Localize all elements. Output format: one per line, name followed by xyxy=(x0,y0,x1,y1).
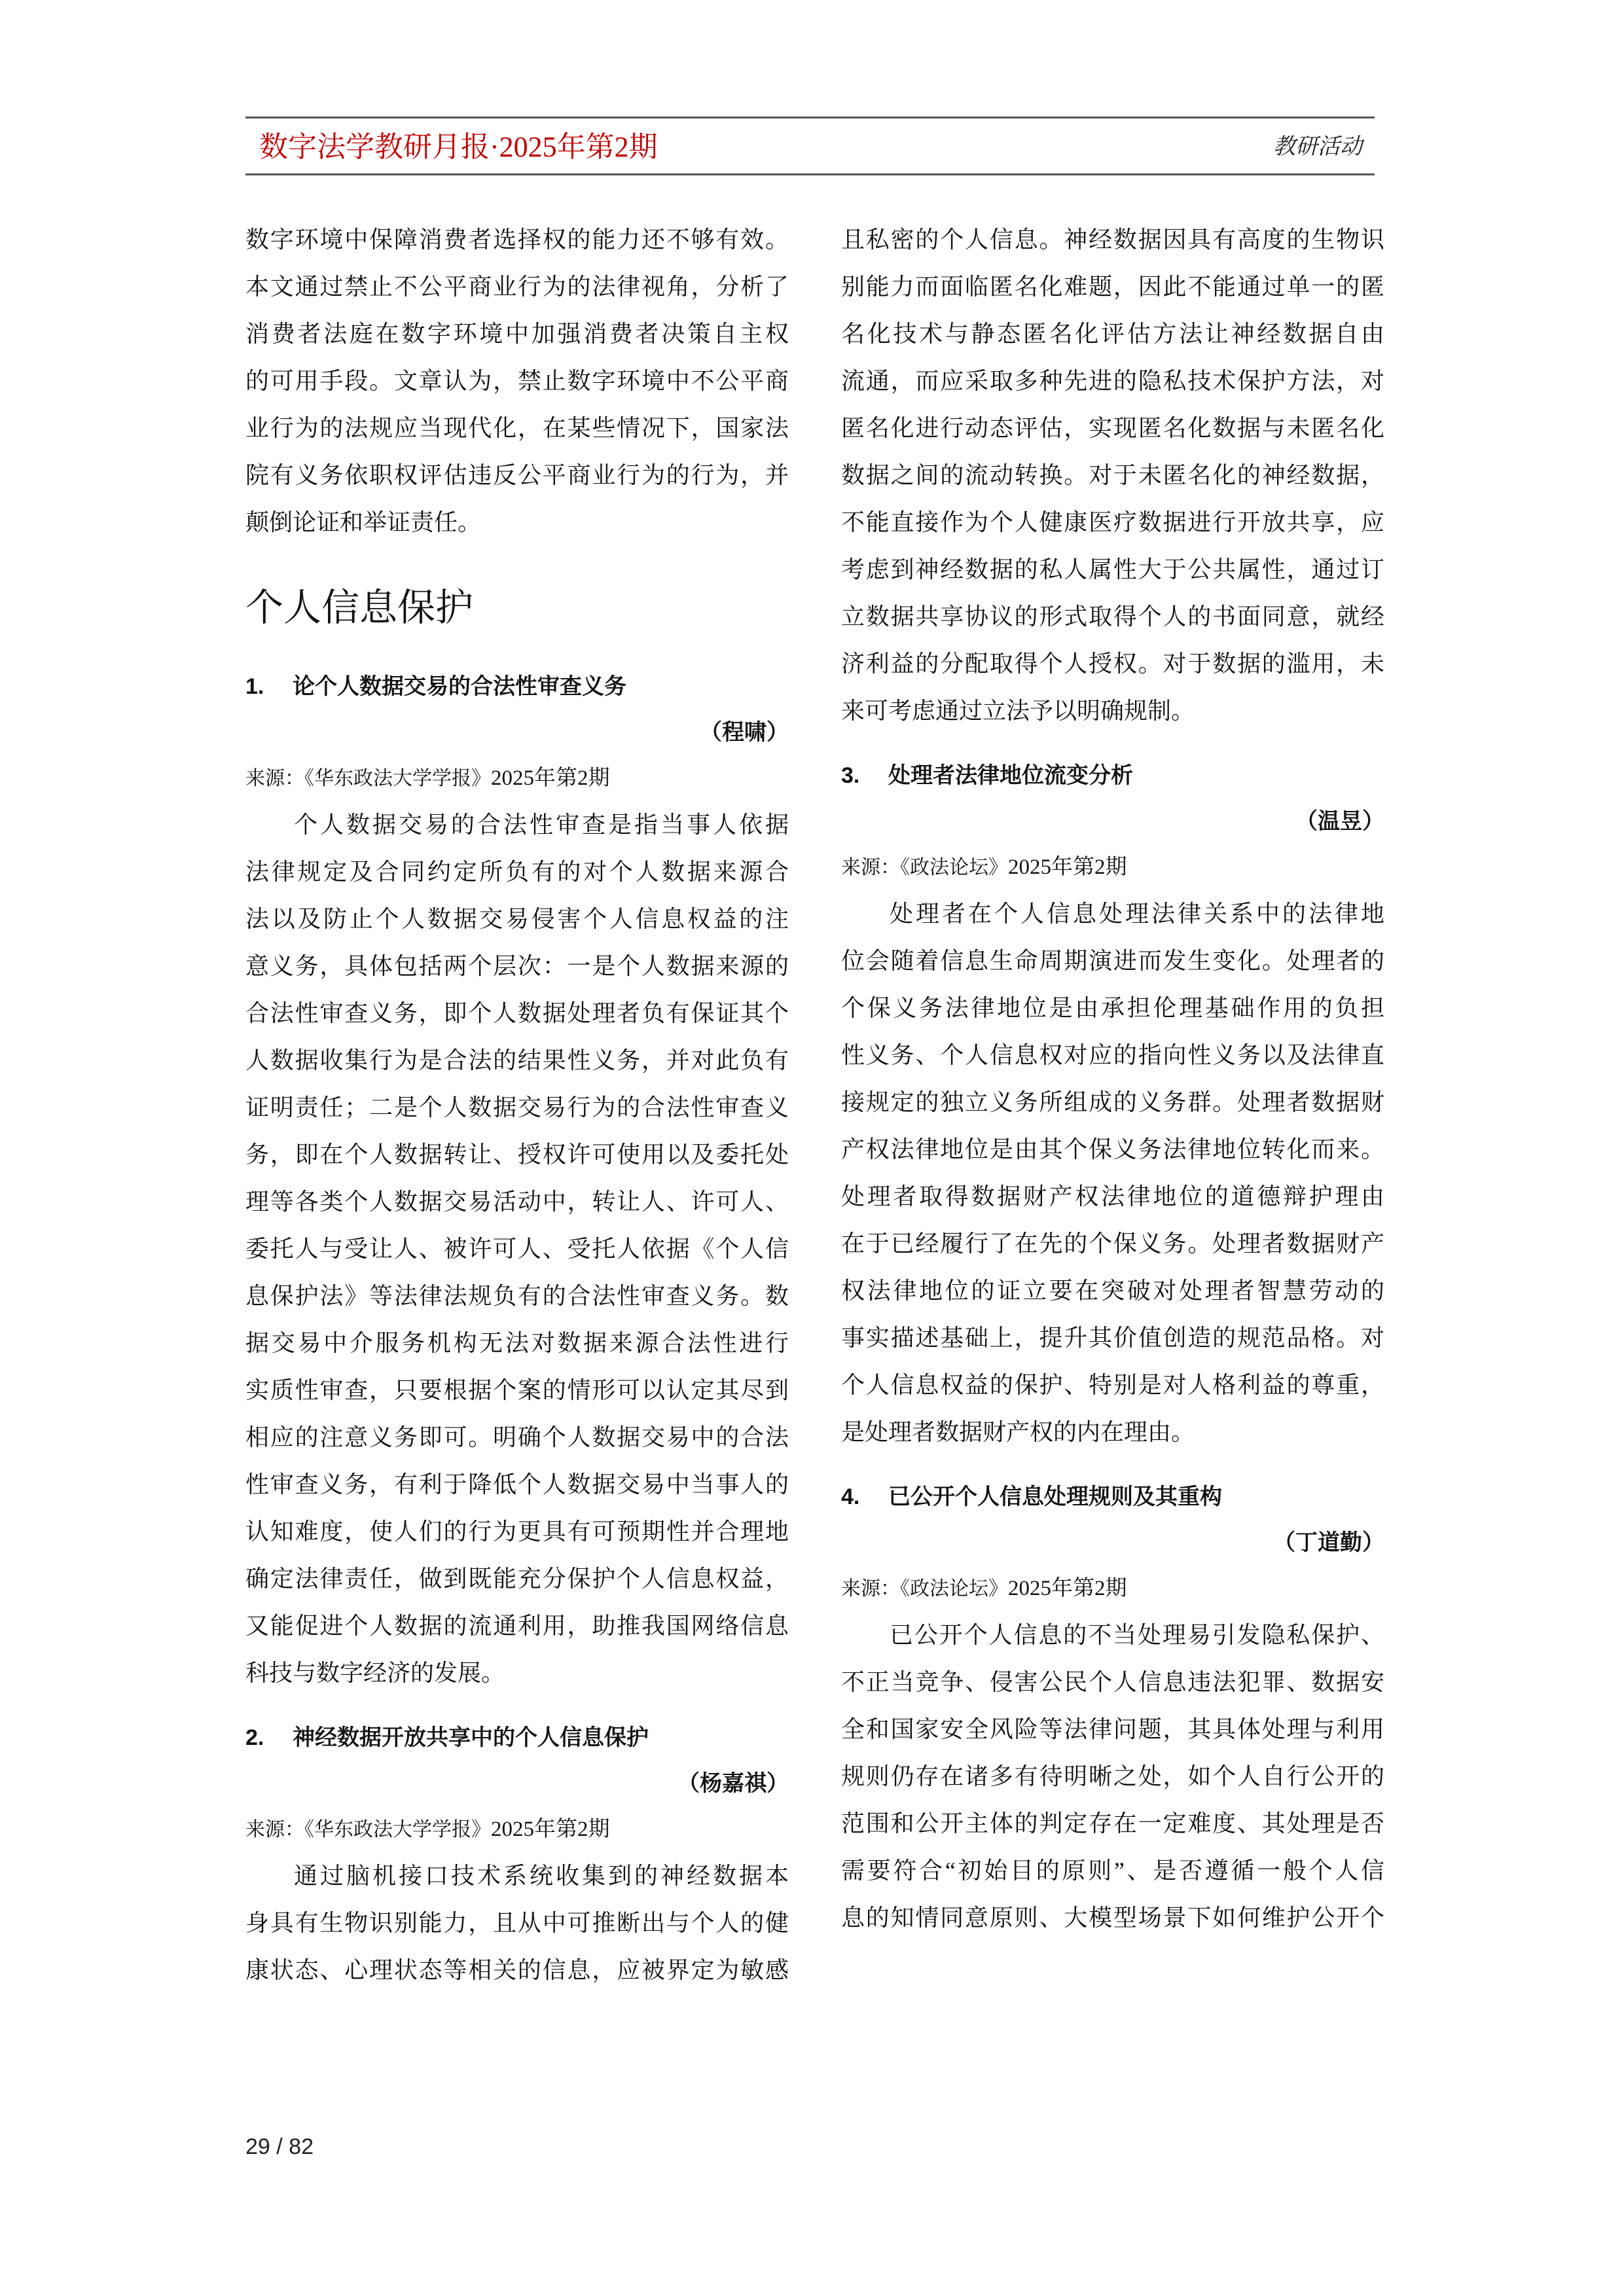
article-abstract xyxy=(841,890,1384,1456)
article-abstract xyxy=(841,1611,1384,1941)
text-line: 认知难度，使人们的行为更具有可预期性并合理地 xyxy=(245,1518,789,1545)
text-line: 意义务，具体包括两个层次：一是个人数据来源的 xyxy=(245,953,789,979)
text-line: 相应的注意义务即可。明确个人数据交易中的合法 xyxy=(245,1424,789,1450)
text-line: 科技与数字经济的发展。 xyxy=(245,1660,505,1686)
source-issue: 2025年第2期 xyxy=(1008,1577,1127,1600)
text-line: 需要符合“初始目的原则”、是否遵循一般个人信 xyxy=(841,1857,1384,1884)
text-line: 处理者取得数据财产权法律地位的道德辩护理由 xyxy=(841,1183,1384,1210)
text-line: 康状态、心理状态等相关的信息，应被界定为敏感 xyxy=(245,1957,789,1983)
text-line: 全和国家安全风险等法律问题，其具体处理与利用 xyxy=(841,1716,1384,1742)
article-abstract xyxy=(245,801,789,1696)
text-line: 个保义务法律地位是由承担伦理基础作用的负担 xyxy=(841,995,1384,1021)
source-label: 来源：《华东政法大学学报》 xyxy=(245,1818,491,1841)
text-line: 个人数据交易的合法性审查是指当事人依据 xyxy=(294,812,789,838)
text-line: 本文通过禁止不公平商业行为的法律视角，分析了 xyxy=(245,274,789,300)
article-title-text: 神经数据开放共享中的个人信息保护 xyxy=(293,1725,649,1750)
text-line: 立数据共享协议的形式取得个人的书面同意，就经 xyxy=(841,603,1384,630)
article-number: 1. xyxy=(245,674,264,699)
article-title xyxy=(841,1474,1384,1520)
text-line: 不正当竞争、侵害公民个人信息违法犯罪、数据安 xyxy=(841,1669,1384,1695)
article-author: （温昱） xyxy=(1295,809,1384,834)
text-line: 颠倒论证和举证责任。 xyxy=(245,509,482,535)
right-column xyxy=(841,216,1384,1941)
text-line: 又能促进个人数据的流通利用，助推我国网络信息 xyxy=(245,1613,789,1639)
article-2 xyxy=(245,1715,789,1994)
text-line: 的可用手段。文章认为，禁止数字环境中不公平商 xyxy=(245,368,789,394)
text-line: 别能力而面临匿名化难题，因此不能通过单一的匿 xyxy=(841,274,1384,300)
article-title xyxy=(245,664,789,709)
text-line: 接规定的独立义务所组成的义务群。处理者数据财 xyxy=(841,1089,1384,1115)
text-line: 息保护法》等法律法规负有的合法性审查义务。数 xyxy=(245,1283,789,1309)
source-label: 来源：《政法论坛》 xyxy=(841,856,1008,879)
text-line: 数字环境中保障消费者选择权的能力还不够有效。 xyxy=(245,226,789,253)
section-tag: 教研活动 xyxy=(1273,135,1362,159)
text-line: 实质性审查，只要根据个案的情形可以认定其尽到 xyxy=(245,1377,789,1403)
article-author: （程啸） xyxy=(700,720,789,745)
text-line: 流通，而应采取多种先进的隐私技术保护方法，对 xyxy=(841,368,1384,394)
article-title-text: 论个人数据交易的合法性审查义务 xyxy=(293,674,626,699)
article-source xyxy=(245,1806,789,1852)
text-line: 法以及防止个人数据交易侵害个人信息权益的注 xyxy=(245,906,789,932)
source-issue: 2025年第2期 xyxy=(491,1818,610,1841)
text-line: 是处理者数据财产权的内在理由。 xyxy=(841,1419,1195,1445)
text-line: 在于已经履行了在先的个保义务。处理者数据财产 xyxy=(841,1230,1384,1257)
article-3 xyxy=(841,753,1384,1456)
text-line: 个人信息权益的保护、特别是对人格利益的尊重， xyxy=(841,1372,1384,1398)
text-line: 法律规定及合同约定所负有的对个人数据来源合 xyxy=(245,859,789,885)
article-title-text: 已公开个人信息处理规则及其重构 xyxy=(888,1484,1222,1509)
article-number: 2. xyxy=(245,1725,264,1750)
text-line: 据交易中介服务机构无法对数据来源合法性进行 xyxy=(245,1330,789,1356)
header-top-rule xyxy=(245,117,1375,118)
intro-paragraph xyxy=(245,216,789,546)
article-2-continued xyxy=(841,216,1384,734)
article-title xyxy=(245,1715,789,1761)
header-bottom-rule xyxy=(245,173,1375,175)
source-label: 来源：《华东政法大学学报》 xyxy=(245,767,491,790)
text-line: 产权法律地位是由其个保义务法律地位转化而来。 xyxy=(841,1136,1384,1162)
article-abstract xyxy=(245,1852,789,1994)
text-line: 来可考虑通过立法予以明确规制。 xyxy=(841,698,1195,724)
article-source xyxy=(841,1566,1384,1611)
text-line: 数据之间的流动转换。对于未匿名化的神经数据， xyxy=(841,462,1384,488)
text-line: 人数据收集行为是合法的结果性义务，并对此负有 xyxy=(245,1047,789,1073)
source-issue: 2025年第2期 xyxy=(491,766,610,790)
text-line: 性审查义务，有利于降低个人数据交易中当事人的 xyxy=(245,1471,789,1498)
text-line: 权法律地位的证立要在突破对处理者智慧劳动的 xyxy=(841,1278,1384,1304)
text-line: 处理者在个人信息处理法律关系中的法律地 xyxy=(890,901,1384,927)
text-line: 事实描述基础上，提升其价值创造的规范品格。对 xyxy=(841,1325,1384,1351)
text-line: 消费者法庭在数字环境中加强消费者决策自主权 xyxy=(245,321,789,347)
text-line: 院有义务依职权评估违反公平商业行为的行为，并 xyxy=(245,462,789,488)
text-line: 位会随着信息生命周期演进而发生变化。处理者的 xyxy=(841,948,1384,974)
text-line: 息的知情同意原则、大模型场景下如何维护公开个 xyxy=(841,1905,1384,1931)
text-line: 名化技术与静态匿名化评估方法让神经数据自由 xyxy=(841,321,1384,347)
article-title xyxy=(841,753,1384,798)
text-line: 委托人与受让人、被许可人、受托人依据《个人信 xyxy=(245,1236,789,1262)
article-1 xyxy=(245,664,789,1696)
text-line: 合法性审查义务，即个人数据处理者负有保证其个 xyxy=(245,1000,789,1026)
text-line: 且私密的个人信息。神经数据因具有高度的生物识 xyxy=(841,226,1384,253)
left-column xyxy=(245,216,789,1994)
article-title-text: 处理者法律地位流变分析 xyxy=(888,763,1133,788)
text-line: 范围和公开主体的判定存在一定难度、其处理是否 xyxy=(841,1810,1384,1837)
source-issue: 2025年第2期 xyxy=(1008,855,1127,879)
text-line: 考虑到神经数据的私人属性大于公共属性，通过订 xyxy=(841,556,1384,583)
article-author: （丁道勤） xyxy=(1273,1530,1384,1555)
text-line: 济利益的分配取得个人授权。对于数据的滥用，未 xyxy=(841,651,1384,677)
article-4 xyxy=(841,1474,1384,1941)
text-line: 已公开个人信息的不当处理易引发隐私保护、 xyxy=(890,1622,1384,1648)
source-label: 来源：《政法论坛》 xyxy=(841,1577,1008,1600)
article-source xyxy=(841,844,1384,890)
article-number: 3. xyxy=(841,763,860,788)
article-source xyxy=(245,755,789,801)
section-heading: 个人信息保护 xyxy=(245,586,474,629)
text-line: 业行为的法规应当现代化，在某些情况下，国家法 xyxy=(245,415,789,441)
text-line: 匿名化进行动态评估，实现匿名化数据与未匿名化 xyxy=(841,415,1384,441)
text-line: 规则仍存在诸多有待明晰之处，如个人自行公开的 xyxy=(841,1763,1384,1789)
article-author: （杨嘉祺） xyxy=(677,1771,789,1796)
text-line: 性义务、个人信息权对应的指向性义务以及法律直 xyxy=(841,1042,1384,1068)
text-line: 确定法律责任，做到既能充分保护个人信息权益， xyxy=(245,1566,789,1592)
text-line: 不能直接作为个人健康医疗数据进行开放共享，应 xyxy=(841,509,1384,535)
text-line: 证明责任；二是个人数据交易行为的合法性审查义 xyxy=(245,1094,789,1121)
article-number: 4. xyxy=(841,1484,860,1509)
text-line: 身具有生物识别能力，且从中可推断出与个人的健 xyxy=(245,1910,789,1936)
text-line: 通过脑机接口技术系统收集到的神经数据本 xyxy=(294,1863,789,1889)
page-number: 29 / 82 xyxy=(245,2134,314,2159)
journal-title: 数字法学教研月报·2025年第2期 xyxy=(259,131,658,163)
text-line: 务，即在个人数据转让、授权许可使用以及委托处 xyxy=(245,1141,789,1168)
text-line: 理等各类个人数据交易活动中，转让人、许可人、 xyxy=(245,1189,789,1215)
